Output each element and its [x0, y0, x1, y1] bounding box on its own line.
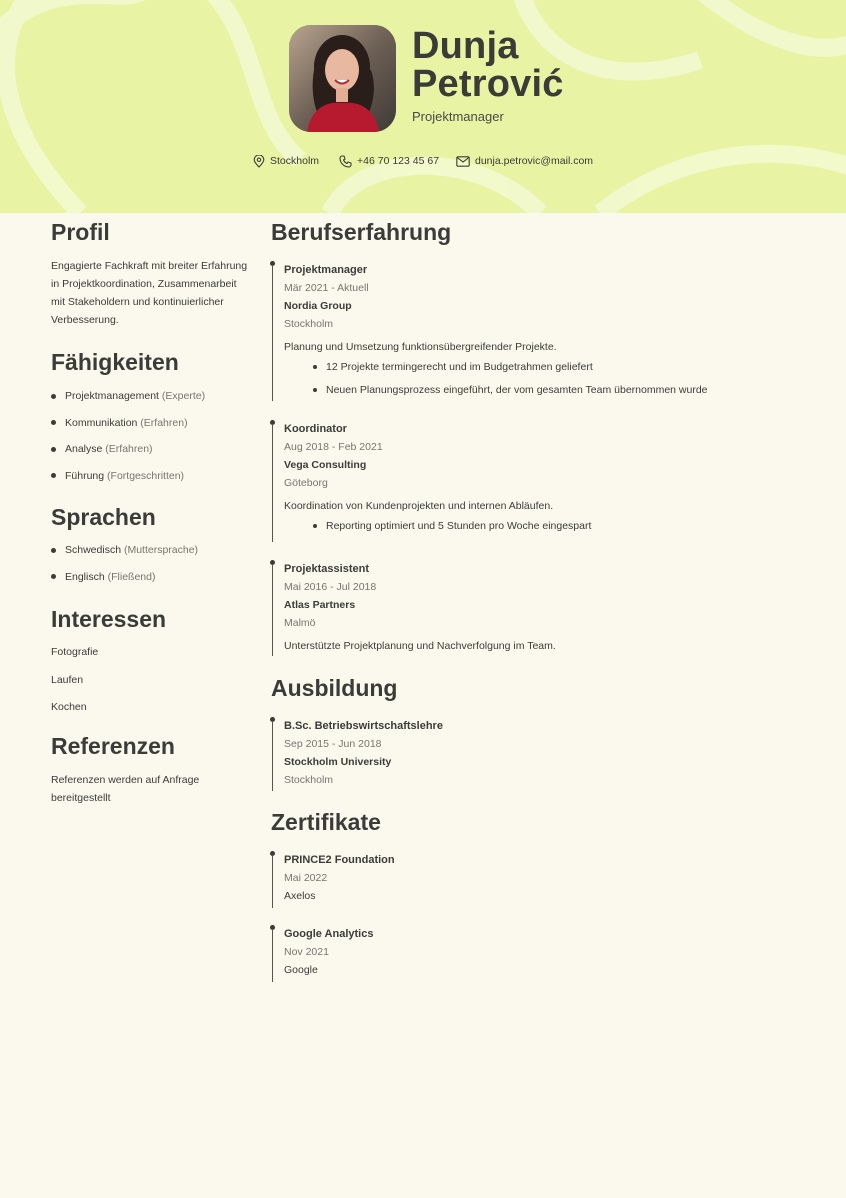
timeline-line: [272, 265, 273, 401]
list-item: Führung (Fortgeschritten): [51, 469, 251, 496]
list-item: Neuen Planungsprozess eingeführt, der vom gesamten Team übernommen wurde: [313, 379, 791, 402]
skills-list: [51, 389, 251, 495]
timeline-line: [272, 855, 273, 908]
profile-text: Engagierte Fachkraft mit breiter Erfahrung in Projektkoordination, Zusammenarbeit mit Stakeholdern und kontinuierlicher Verbesserung.: [51, 260, 248, 326]
company-name: Nordia Group: [284, 300, 352, 312]
section-title-profile: Profil: [51, 219, 110, 245]
section-title-education: Ausbildung: [271, 675, 398, 701]
references-text: Referenzen werden auf Anfrage bereitgestellt: [51, 774, 200, 804]
achievement-list: [313, 515, 791, 538]
job-location: Göteborg: [284, 477, 328, 489]
experience-entry: [271, 560, 791, 655]
list-item: Fotografie: [51, 646, 99, 658]
full-name: [412, 27, 564, 103]
location-text: Stockholm: [270, 155, 320, 167]
experience-entry: [271, 420, 791, 538]
certificate-issuer: Google: [284, 964, 318, 976]
job-location: Malmö: [284, 617, 316, 629]
first-name: Dunja: [412, 25, 519, 67]
job-description: Unterstützte Projektplanung und Nachverfolgung im Team.: [284, 640, 556, 652]
list-item: Reporting optimiert und 5 Stunden pro Woche eingespart: [313, 515, 791, 538]
timeline-line: [272, 564, 273, 656]
job-role: Koordinator: [284, 423, 347, 435]
languages-list: [51, 543, 251, 596]
achievement-list: [313, 356, 791, 401]
job-description: Koordination von Kundenprojekten und internen Abläufen.: [284, 500, 554, 512]
mail-icon: [456, 156, 470, 167]
section-title-references: Referenzen: [51, 733, 175, 759]
contact-email[interactable]: [456, 153, 593, 169]
school-location: Stockholm: [284, 774, 334, 786]
company-name: Atlas Partners: [284, 599, 356, 611]
list-item: Analyse (Erfahren): [51, 442, 251, 469]
experience-entry: [271, 261, 791, 401]
company-name: Vega Consulting: [284, 459, 367, 471]
certificate-entry: [271, 851, 791, 905]
job-location: Stockholm: [284, 318, 334, 330]
job-role: Projektassistent: [284, 563, 369, 575]
profile-photo: [289, 25, 396, 132]
list-item: Englisch (Fließend): [51, 570, 251, 597]
last-name: Petrović: [412, 63, 564, 105]
section-title-skills: Fähigkeiten: [51, 349, 179, 375]
education-date: Sep 2015 - Jun 2018: [284, 738, 382, 750]
list-item: Kochen: [51, 701, 87, 713]
job-date: Mär 2021 - Aktuell: [284, 282, 369, 294]
certificate-date: Mai 2022: [284, 872, 328, 884]
certificate-date: Nov 2021: [284, 946, 329, 958]
list-item: Schwedisch (Muttersprache): [51, 543, 251, 570]
job-description: Planung und Umsetzung funktionsübergreifender Projekte.: [284, 341, 557, 353]
timeline-line: [272, 929, 273, 982]
contact-location: [253, 153, 319, 169]
job-role: Projektmanager: [284, 264, 368, 276]
section-title-languages: Sprachen: [51, 504, 156, 530]
phone-text: +46 70 123 45 67: [357, 155, 440, 167]
list-item: Laufen: [51, 673, 84, 686]
header-banner: [0, 0, 846, 213]
contact-phone[interactable]: [339, 153, 439, 169]
certificate-entry: [271, 925, 791, 979]
interests-list: [51, 643, 251, 726]
timeline-line: [272, 721, 273, 791]
job-date: Mai 2016 - Jul 2018: [284, 581, 377, 593]
list-item: 12 Projekte termingerecht und im Budgetrahmen geliefert: [313, 356, 791, 379]
certificate-name: Google Analytics: [284, 928, 374, 940]
map-pin-icon: [253, 155, 265, 168]
list-item: Projektmanagement (Experte): [51, 389, 251, 416]
section-title-certificates: Zertifikate: [271, 809, 381, 835]
job-date: Aug 2018 - Feb 2021: [284, 441, 383, 453]
phone-icon: [339, 155, 352, 168]
section-title-interests: Interessen: [51, 606, 167, 632]
email-text: dunja.petrovic@mail.com: [475, 155, 594, 167]
job-title: Projektmanager: [412, 109, 504, 124]
certificate-name: PRINCE2 Foundation: [284, 854, 395, 866]
education-entry: [271, 717, 791, 789]
section-title-experience: Berufserfahrung: [271, 219, 452, 245]
list-item: Kommunikation (Erfahren): [51, 416, 251, 443]
school-name: Stockholm University: [284, 756, 392, 768]
degree-name: B.Sc. Betriebswirtschaftslehre: [284, 720, 443, 732]
timeline-line: [272, 424, 273, 542]
certificate-issuer: Axelos: [284, 890, 316, 902]
